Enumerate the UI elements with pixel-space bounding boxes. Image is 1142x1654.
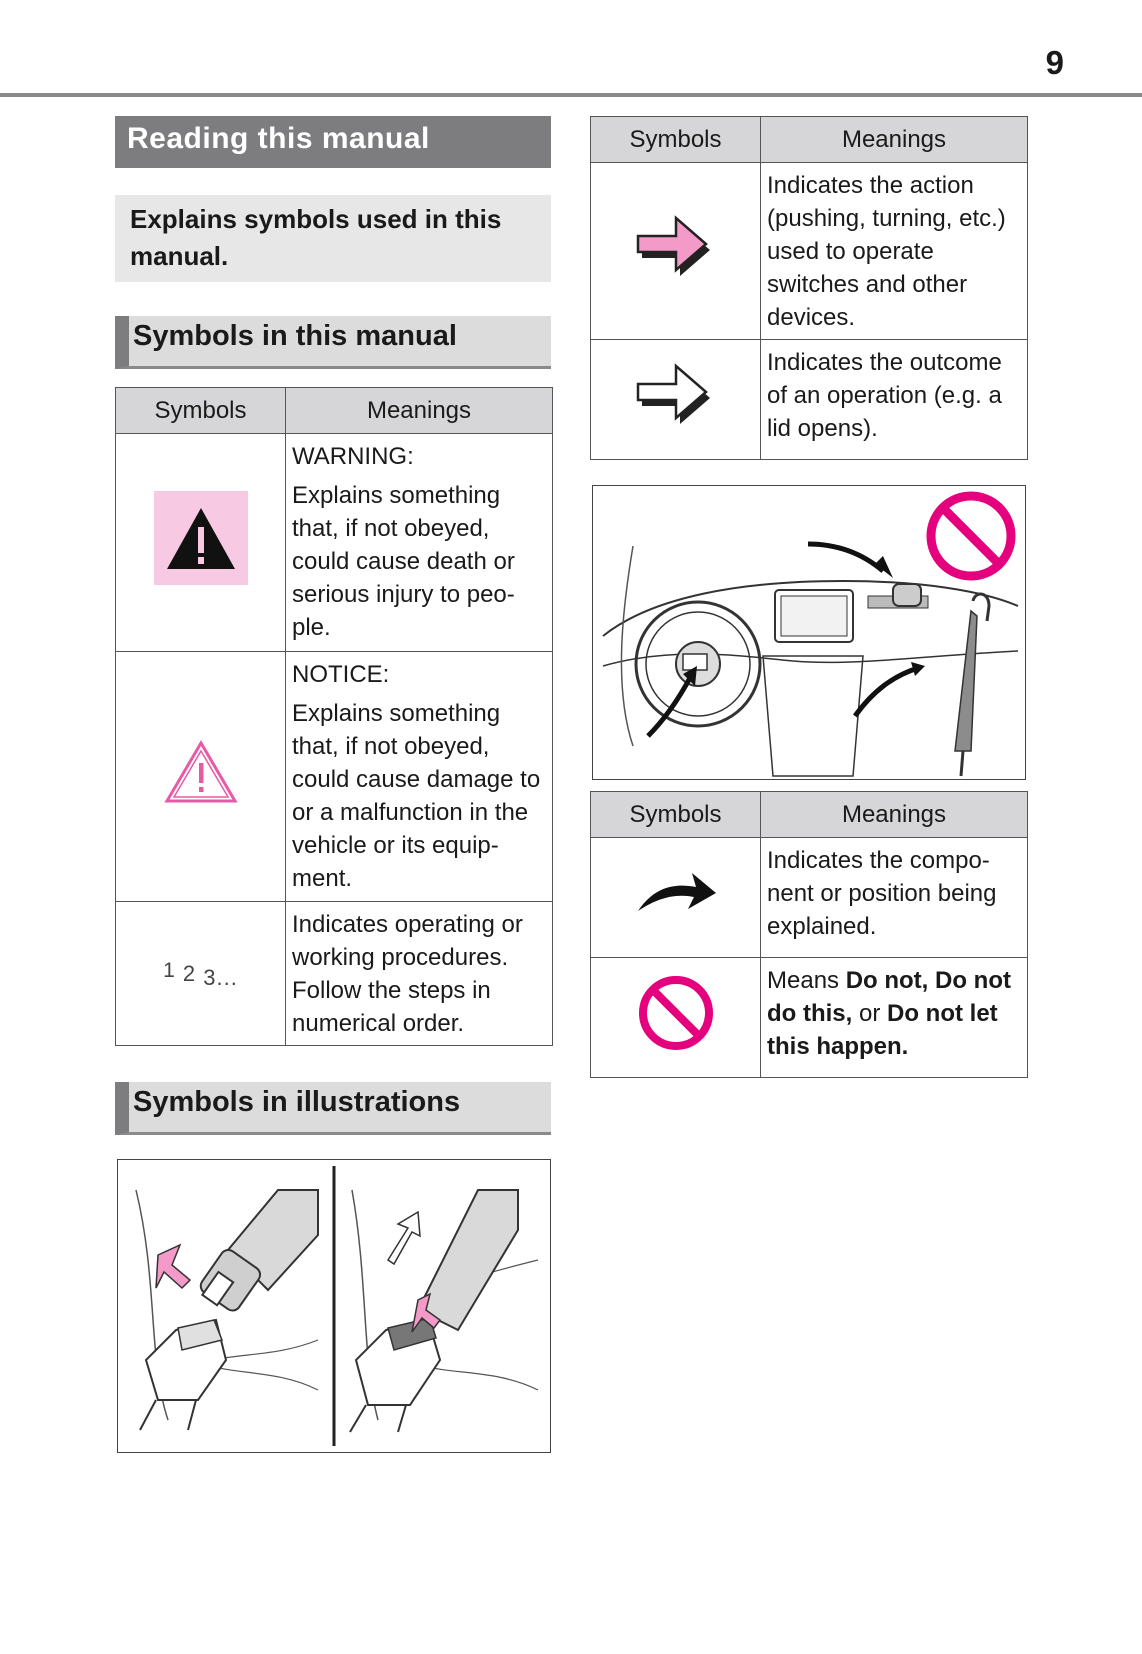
meaning-cell [761,340,1028,460]
symbol-cell [591,838,761,958]
arrow-symbols-table [590,116,1028,460]
component-arrow-icon [634,865,718,921]
meaning-cell [761,958,1028,1078]
section-title: Reading this manual [115,116,551,168]
symbols-header: Symbols [591,117,761,163]
meaning-cell [761,838,1028,958]
manual-symbols-table [115,387,553,1046]
table-row [116,434,553,652]
meanings-header: Meanings [286,388,553,434]
prohibition-bold-2: Do not let this happen. [767,1000,998,1060]
symbol-cell [591,340,761,460]
table-row [591,340,1028,460]
prohibition-icon [636,973,716,1053]
symbol-cell [591,958,761,1078]
steps-text: Indicates operating or working procedures. Follow the steps in numerical order. [292,911,523,1037]
step-3: 3... [203,964,238,990]
warning-text: Explains something that, if not obeyed, could cause death or serious injury to peo-ple. [292,482,515,641]
subheading-symbols-manual: Symbols in this manual [115,316,551,369]
outcome-arrow-icon [636,362,716,428]
intro-text: Explains symbols used in this manual. [115,195,551,282]
prohibition-bold-1: Do not, Do not do this, [767,967,1011,1027]
meaning-cell [286,434,553,652]
component-text: Indicates the compo-nent or position being explained. [767,847,997,940]
prohibition-prefix: Means [767,967,846,994]
dashboard-illustration [592,485,1026,780]
notice-label: NOTICE: [292,661,390,688]
subheading-symbols-illustrations: Symbols in illustrations [115,1082,551,1135]
meaning-cell [286,652,553,902]
step-1: 1 [163,958,176,982]
steps-icon [163,958,238,990]
symbols-header: Symbols [116,388,286,434]
notice-text: Explains something that, if not obeyed, could cause damage to or a malfunction in the vehicle or its equip-ment. [292,700,541,892]
dashboard-drawing [593,486,1025,779]
seatbelt-drawing [118,1160,550,1452]
warning-label: WARNING: [292,443,414,470]
action-text: Indicates the action (pushing, turning, etc.) used to operate switches and other devices. [767,172,1006,331]
page-number: 9 [1045,44,1064,81]
illustration-symbols-table [590,791,1028,1078]
meanings-header: Meanings [761,792,1028,838]
meaning-cell [761,163,1028,340]
table-row [591,838,1028,958]
notice-triangle-icon [163,739,239,805]
header-rule [0,93,1142,97]
meaning-cell [286,902,553,1046]
action-arrow-icon [636,214,716,280]
symbols-header: Symbols [591,792,761,838]
table-row [591,163,1028,340]
symbol-cell [116,902,286,1046]
prohibition-middle: or [852,1000,888,1027]
symbol-cell [116,434,286,652]
prohibition-text [767,964,1021,1063]
symbol-cell [116,652,286,902]
seatbelt-illustration [117,1159,551,1453]
meanings-header: Meanings [761,117,1028,163]
warning-triangle-icon [154,491,248,585]
table-row [116,902,553,1046]
table-row [116,652,553,902]
outcome-text: Indicates the outcome of an operation (e.g. a lid opens). [767,349,1002,442]
table-row [591,958,1028,1078]
step-2: 2 [182,960,197,986]
symbol-cell [591,163,761,340]
